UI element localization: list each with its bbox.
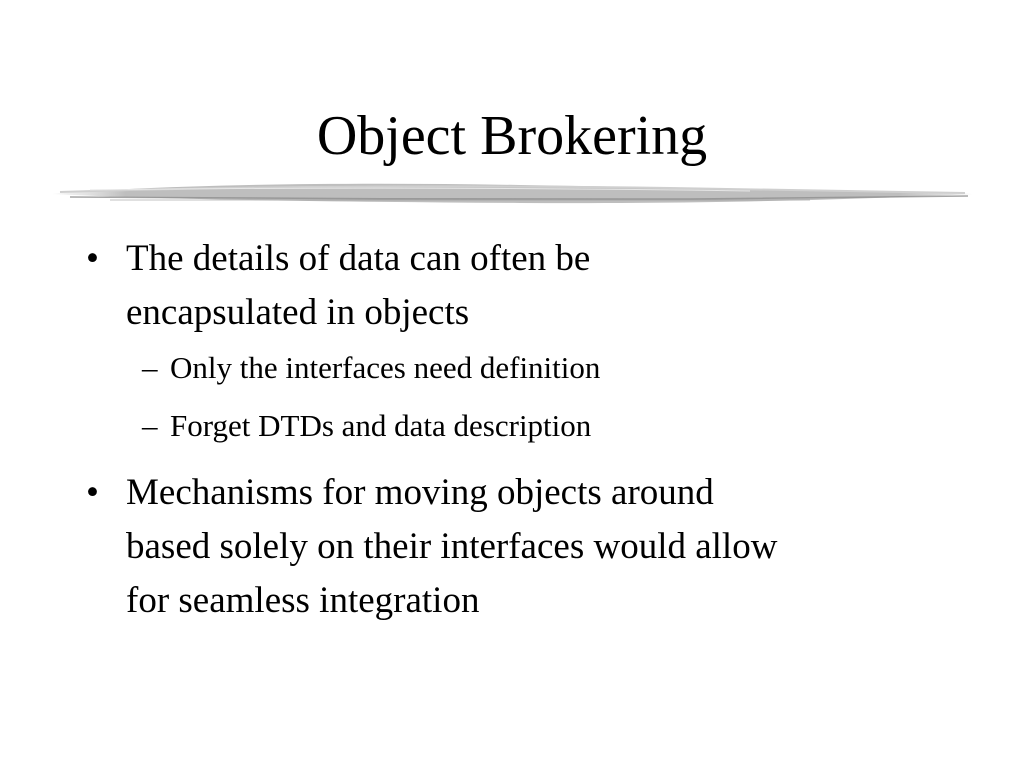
bullet-marker: • — [86, 238, 99, 279]
sub-bullet-text: Forget DTDs and data description — [170, 408, 592, 443]
bullet-item — [86, 232, 966, 340]
bullet-line: Mechanisms for moving objects around — [126, 472, 714, 513]
slide-body — [86, 232, 966, 632]
sub-bullet-text: Only the interfaces need definition — [170, 350, 601, 385]
bullet-item — [86, 466, 966, 628]
sub-bullet-item — [86, 404, 966, 448]
bullet-line: based solely on their interfaces would allow — [126, 526, 778, 567]
bullet-line: encapsulated in objects — [126, 292, 470, 333]
bullet-line: The details of data can often be — [126, 238, 591, 279]
sub-bullet-marker: – — [142, 350, 158, 385]
slide-title: Object Brokering — [316, 105, 708, 167]
bullet-line: for seamless integration — [126, 580, 480, 621]
sub-bullet-item — [86, 346, 966, 390]
bullet-marker: • — [86, 472, 99, 513]
title-underline-brushstroke — [50, 176, 975, 212]
sub-bullet-marker: – — [142, 408, 158, 443]
